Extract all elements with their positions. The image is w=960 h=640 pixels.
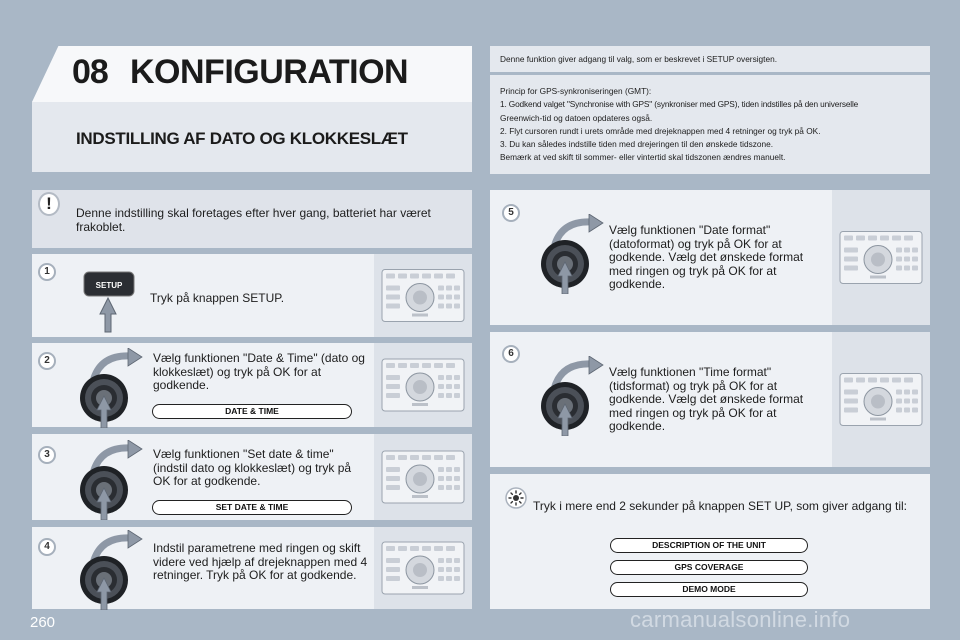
lightbulb-icon [505, 487, 527, 509]
warning-text: Denne indstilling skal foretages efter hver gang, batteriet har været frakoblet. [76, 206, 431, 234]
radio-unit-image [838, 332, 924, 467]
rotary-knob-icon [76, 440, 156, 520]
rotary-knob-icon [76, 348, 156, 428]
step-number: 4 [38, 538, 56, 556]
step-5-text: Vælg funktionen "Date format" (datoformat) og tryk på OK for at godkende. Vælg det ønskede format med ringen og tryk på OK for at godkende. [609, 223, 804, 292]
step-number: 1 [38, 263, 56, 281]
info-line: Greenwich-tid og datoen opdateres også. [500, 112, 653, 123]
rotary-knob-icon [537, 356, 617, 436]
exclamation-icon: ! [38, 192, 60, 216]
step-2-text: Vælg funktionen "Date & Time" (dato og klokkeslæt) og tryk på OK for at godkende. [153, 351, 365, 393]
step-number: 2 [38, 352, 56, 370]
step-1-text: Tryk på knappen SETUP. [150, 291, 285, 305]
step-3-text: Vælg funktionen "Set date & time" (indstil dato og klokkeslæt) og tryk på OK for at godkende. [153, 447, 352, 489]
option-gps-coverage: GPS COVERAGE [610, 560, 808, 575]
tip-text: Tryk i mere end 2 sekunder på knappen SET UP, som giver adgang til: [533, 499, 907, 513]
info-line: Princip for GPS-synkroniseringen (GMT): [500, 86, 652, 96]
rotary-knob-icon [537, 214, 617, 294]
chapter-number: 08 [72, 53, 108, 91]
option-demo-mode: DEMO MODE [610, 582, 808, 597]
radio-unit-image [838, 190, 924, 325]
step-number: 3 [38, 446, 56, 464]
step-number: 5 [502, 204, 520, 222]
menu-label-set-date-time: SET DATE & TIME [152, 500, 352, 515]
page-number: 260 [30, 614, 56, 631]
info-line: 1. Godkend valget "Synchronise with GPS" (synkroniser med GPS), tiden indstilles på den universelle [500, 99, 859, 110]
step-6-text: Vælg funktionen "Time format" (tidsformat) og tryk på OK for at godkende. Vælg det ønskede format med ringen og tryk på OK for at godkende. [609, 365, 804, 434]
radio-unit-image [380, 527, 466, 609]
info-line: 3. Du kan således indstille tiden med drejeringen til den ønskede tidszone. [500, 139, 774, 150]
rotary-knob-icon [76, 530, 156, 610]
section-title: INDSTILLING AF DATO OG KLOKKESLÆT [76, 129, 408, 148]
radio-unit-image [380, 254, 466, 337]
chapter-title: KONFIGURATION [130, 53, 409, 91]
setup-button-label: SETUP [95, 281, 123, 290]
info-intro: Denne funktion giver adgang til valg, som er beskrevet i SETUP oversigten. [490, 46, 930, 72]
info-line: Bemærk at ved skift til sommer- eller vintertid skal tidszonen ændres manuelt. [500, 152, 786, 163]
setup-button-illustration [82, 270, 138, 334]
watermark: carmanualsonline.info [630, 607, 851, 632]
info-line: 2. Flyt cursoren rundt i urets område med drejeknappen med 4 retninger og tryk på OK. [500, 125, 821, 136]
info-box [490, 75, 930, 174]
option-description-of-the-unit: DESCRIPTION OF THE UNIT [610, 538, 808, 553]
step-4-text: Indstil parametrene med ringen og skift videre ved hjælp af drejeknappen med 4 retninger. Tryk på OK for at godkende. [153, 541, 368, 583]
radio-unit-image [380, 434, 466, 520]
step-number: 6 [502, 345, 520, 363]
radio-unit-image [380, 343, 466, 427]
menu-label-date-time: DATE & TIME [152, 404, 352, 419]
